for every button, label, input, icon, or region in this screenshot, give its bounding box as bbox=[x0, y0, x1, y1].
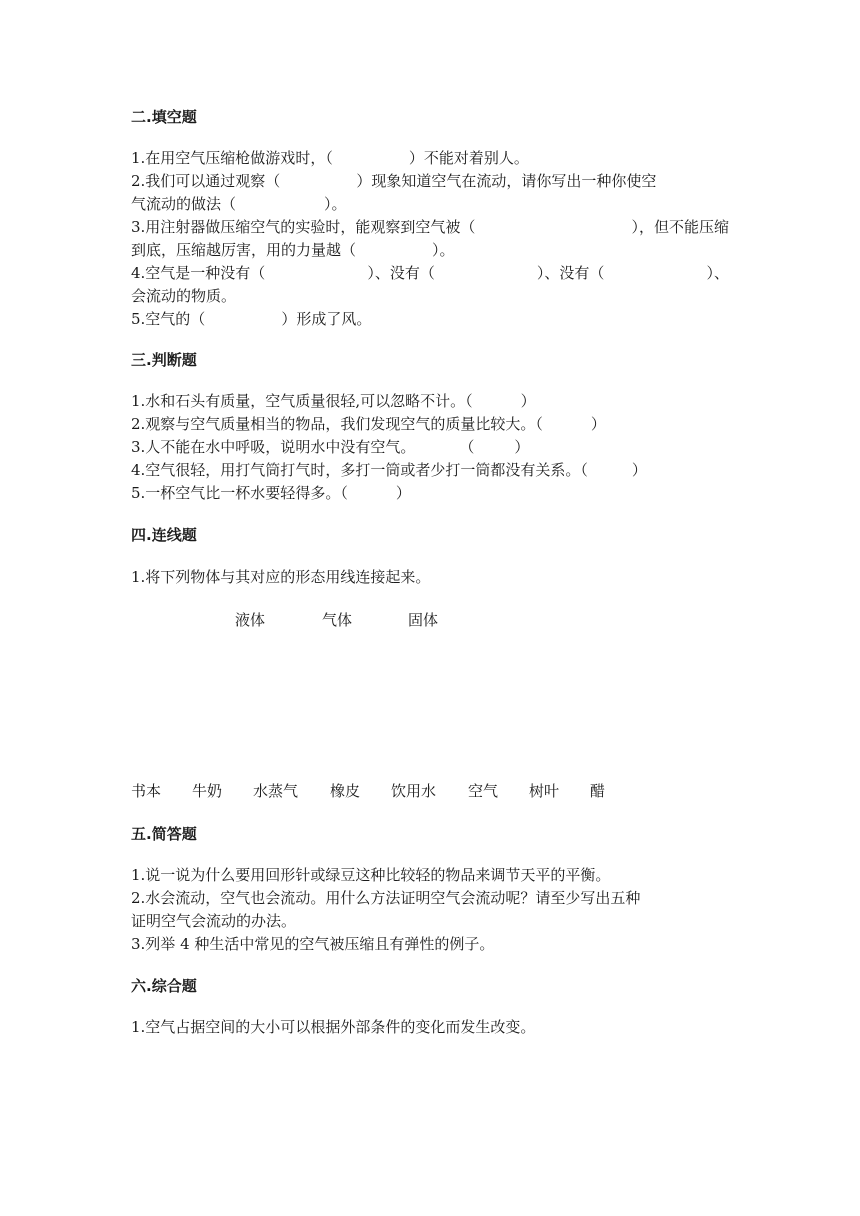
short-question-1: 1.说一说为什么要用回形针或绿豆这种比较轻的物品来调节天平的平衡。 bbox=[131, 866, 611, 884]
comprehensive-question-1: 1.空气占据空间的大小可以根据外部条件的变化而发生改变。 bbox=[131, 1018, 536, 1036]
answer-blank[interactable] bbox=[278, 262, 354, 283]
fill-question-2-line-1: 2.我们可以通过观察（ ）现象知道空气在流动，请你写出一种你使空 bbox=[131, 172, 657, 190]
section-title-comprehensive: 六.综合题 bbox=[131, 977, 197, 995]
judge-question-5: 5.一杯空气比一杯水要轻得多。（ ） bbox=[131, 484, 411, 502]
fill-question-3-line-1: 3.用注射器做压缩空气的实验时，能观察到空气被（ ），但不能压缩 bbox=[131, 218, 729, 236]
judge-question-2: 2.观察与空气质量相当的物品，我们发现空气的质量比较大。（ ） bbox=[131, 415, 606, 433]
object-label-steam[interactable]: 水蒸气 bbox=[253, 782, 299, 800]
object-label-air[interactable]: 空气 bbox=[468, 782, 499, 800]
object-label-eraser[interactable]: 橡皮 bbox=[330, 782, 361, 800]
short-question-2-line-2: 证明空气会流动的办法。 bbox=[131, 912, 297, 930]
short-question-2-line-1: 2.水会流动，空气也会流动。用什么方法证明空气会流动呢？请至少写出五种 bbox=[131, 889, 641, 907]
object-label-book[interactable]: 书本 bbox=[131, 782, 162, 800]
object-label-drinking-water[interactable]: 饮用水 bbox=[391, 782, 437, 800]
fill-question-5: 5.空气的（ ）形成了风。 bbox=[131, 310, 372, 328]
fill-question-4-line-2: 会流动的物质。 bbox=[131, 287, 237, 305]
section-title-short-answer: 五.简答题 bbox=[131, 825, 197, 843]
fill-question-3-line-2: 到底，压缩越厉害，用的力量越（ ）。 bbox=[131, 241, 455, 259]
fill-question-4-line-1: 4.空气是一种没有（ ）、没有（ ）、没有（ ）、 bbox=[131, 264, 729, 282]
answer-blank[interactable] bbox=[617, 262, 693, 283]
answer-blank[interactable] bbox=[448, 262, 524, 283]
fill-question-2-line-2: 气流动的做法（ ）。 bbox=[131, 195, 347, 213]
short-question-3: 3.列举 4 种生活中常见的空气被压缩且有弹性的例子。 bbox=[131, 935, 495, 953]
state-label-liquid[interactable]: 液体 bbox=[235, 611, 266, 629]
section-title-fill-in: 二.填空题 bbox=[131, 108, 197, 126]
judge-question-1: 1.水和石头有质量，空气质量很轻,可以忽略不计。（ ） bbox=[131, 392, 536, 410]
judge-question-3: 3.人不能在水中呼吸，说明水中没有空气。 （ ） bbox=[131, 438, 530, 456]
section-title-true-false: 三.判断题 bbox=[131, 351, 197, 369]
object-label-milk[interactable]: 牛奶 bbox=[192, 782, 223, 800]
judge-question-4: 4.空气很轻，用打气筒打气时，多打一筒或者少打一筒都没有关系。（ ） bbox=[131, 461, 647, 479]
section-title-matching: 四.连线题 bbox=[131, 526, 197, 544]
match-question-1: 1.将下列物体与其对应的形态用线连接起来。 bbox=[131, 568, 431, 586]
state-label-gas[interactable]: 气体 bbox=[322, 611, 353, 629]
state-label-solid[interactable]: 固体 bbox=[408, 611, 439, 629]
fill-question-1: 1.在用空气压缩枪做游戏时，（ ）不能对着别人。 bbox=[131, 149, 529, 167]
object-label-leaf[interactable]: 树叶 bbox=[529, 782, 560, 800]
object-label-vinegar[interactable]: 醋 bbox=[590, 782, 606, 800]
